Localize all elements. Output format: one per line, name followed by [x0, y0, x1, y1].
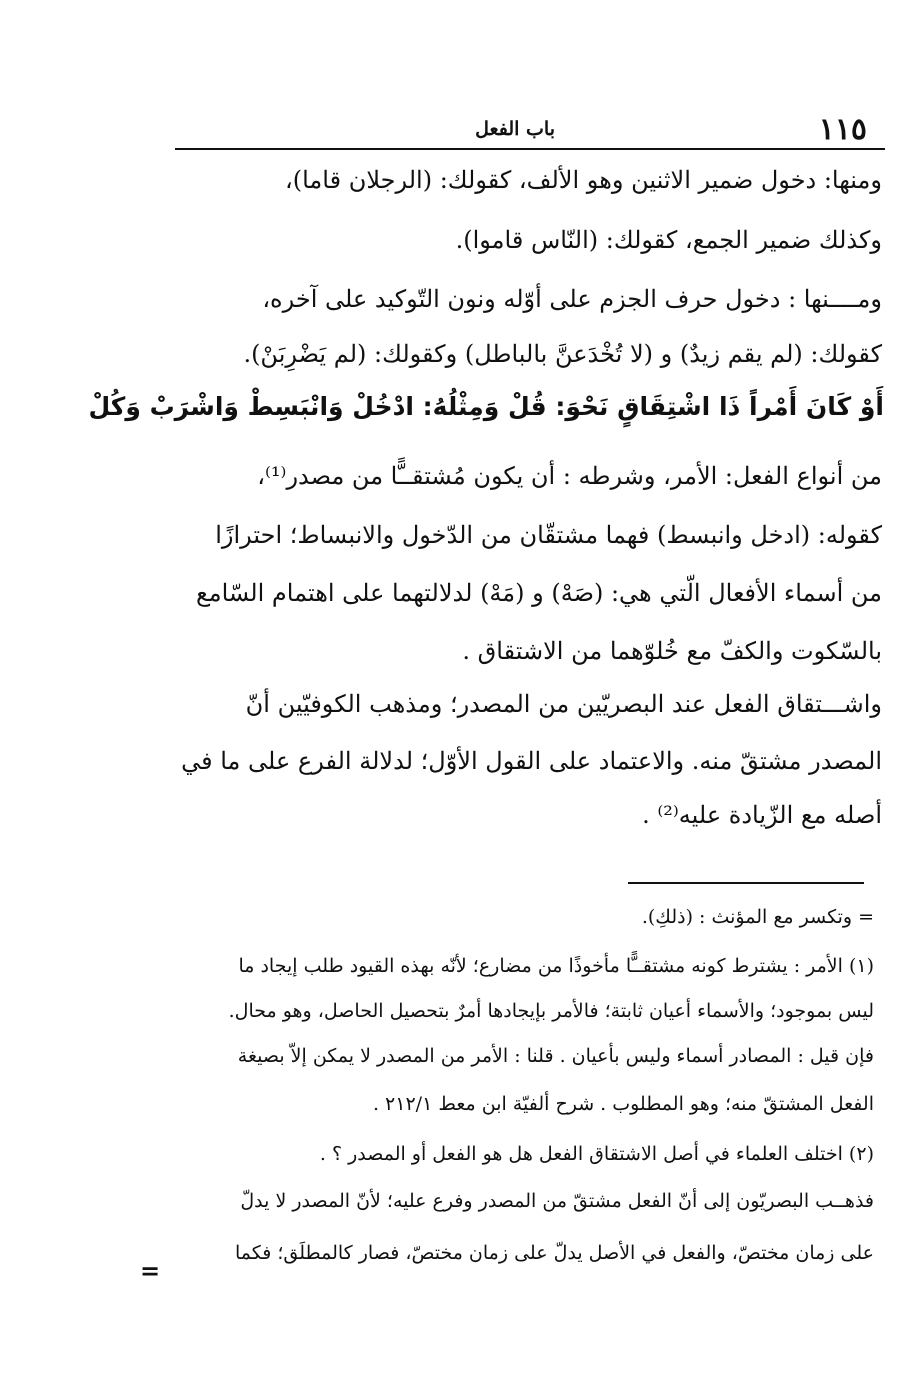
footnote-line: على زمان مختصّ، والفعل في الأصل يدلّ على زمان مختصّ، فصار كالمطلَق؛ فكما [234, 1242, 874, 1264]
body-line: بالسّكوت والكفّ مع خُلوّهما من الاشتقاق . [462, 637, 882, 665]
running-title: باب الفعل [475, 118, 555, 140]
body-line: كقوله: (ادخل وانبسط) فهما مشتقّان من الدّخول والانبساط؛ احترازًا [215, 521, 882, 549]
footnote-line: الفعل المشتقّ منه؛ وهو المطلوب . شرح ألفيّة ابن معط ٢١٢/١ . [372, 1093, 874, 1115]
footnote-line: (١) الأمر : يشترط كونه مشتقــًّا مأخوذًا من مضارع؛ لأنّه بهذه القيود طلب إيجاد ما [238, 955, 874, 977]
footnote-line: فذهــب البصريّون إلى أنّ الفعل مشتقّ من المصدر وفرع عليه؛ لأنّ المصدر لا يدلّ [240, 1190, 874, 1212]
body-line: من أسماء الأفعال الّتي هي: (صَهْ) و (مَهْ) لدلالتهما على اهتمام السّامع [195, 579, 882, 607]
footnote-separator [628, 882, 864, 884]
body-line: أصله مع الزّيادة عليه⁽²⁾ . [642, 801, 882, 829]
footnote-line: فإن قيل : المصادر أسماء وليس بأعيان . قلنا : الأمر من المصدر لا يمكن إلاّ بصيغة [237, 1045, 874, 1067]
page-header [175, 112, 885, 150]
verse-line: أَوْ كَانَ أَمْراً ذَا اشْتِقَاقٍ نَحْوَ: قُلْ وَمِثْلُهُ: ادْخُلْ وَانْبَسِطْ وَاشْرَبْ وَكُلْ [88, 392, 884, 421]
footnote-line: ليس بموجود؛ والأسماء أعيان ثابتة؛ فالأمر بإيجادها أمرٌ بتحصيل الحاصل، وهو محال. [228, 1000, 874, 1022]
body-line: ومنها: دخول ضمير الاثنين وهو الألف، كقولك: (الرجلان قاما)، [285, 166, 882, 194]
body-line: كقولك: (لم يقم زيدٌ) و (لا تُخْدَعنَّ بالباطل) وكقولك: (لم يَضْرِبَنْ). [243, 340, 882, 368]
body-line: ومــــنها : دخول حرف الجزم على أوّله ونون التّوكيد على آخره، [262, 285, 882, 313]
footnote-line: (٢) اختلف العلماء في أصل الاشتقاق الفعل هل هو الفعل أو المصدر ؟ . [319, 1143, 874, 1165]
body-line: واشـــتقاق الفعل عند البصريّين من المصدر؛ ومذهب الكوفيّين أنّ [245, 690, 882, 718]
body-line: من أنواع الفعل: الأمر، وشرطه : أن يكون مُشتقــًّا من مصدر⁽¹⁾، [257, 462, 882, 490]
page-number: ١١٥ [818, 112, 867, 147]
body-line: وكذلك ضمير الجمع، كقولك: (النّاس قاموا). [455, 226, 882, 254]
footnote-line: = وتكسر مع المؤنث : (ذلكِ). [641, 906, 874, 928]
body-line: المصدر مشتقّ منه. والاعتماد على القول الأوّل؛ لدلالة الفرع على ما في [181, 747, 882, 775]
continuation-mark: = [140, 1256, 161, 1285]
